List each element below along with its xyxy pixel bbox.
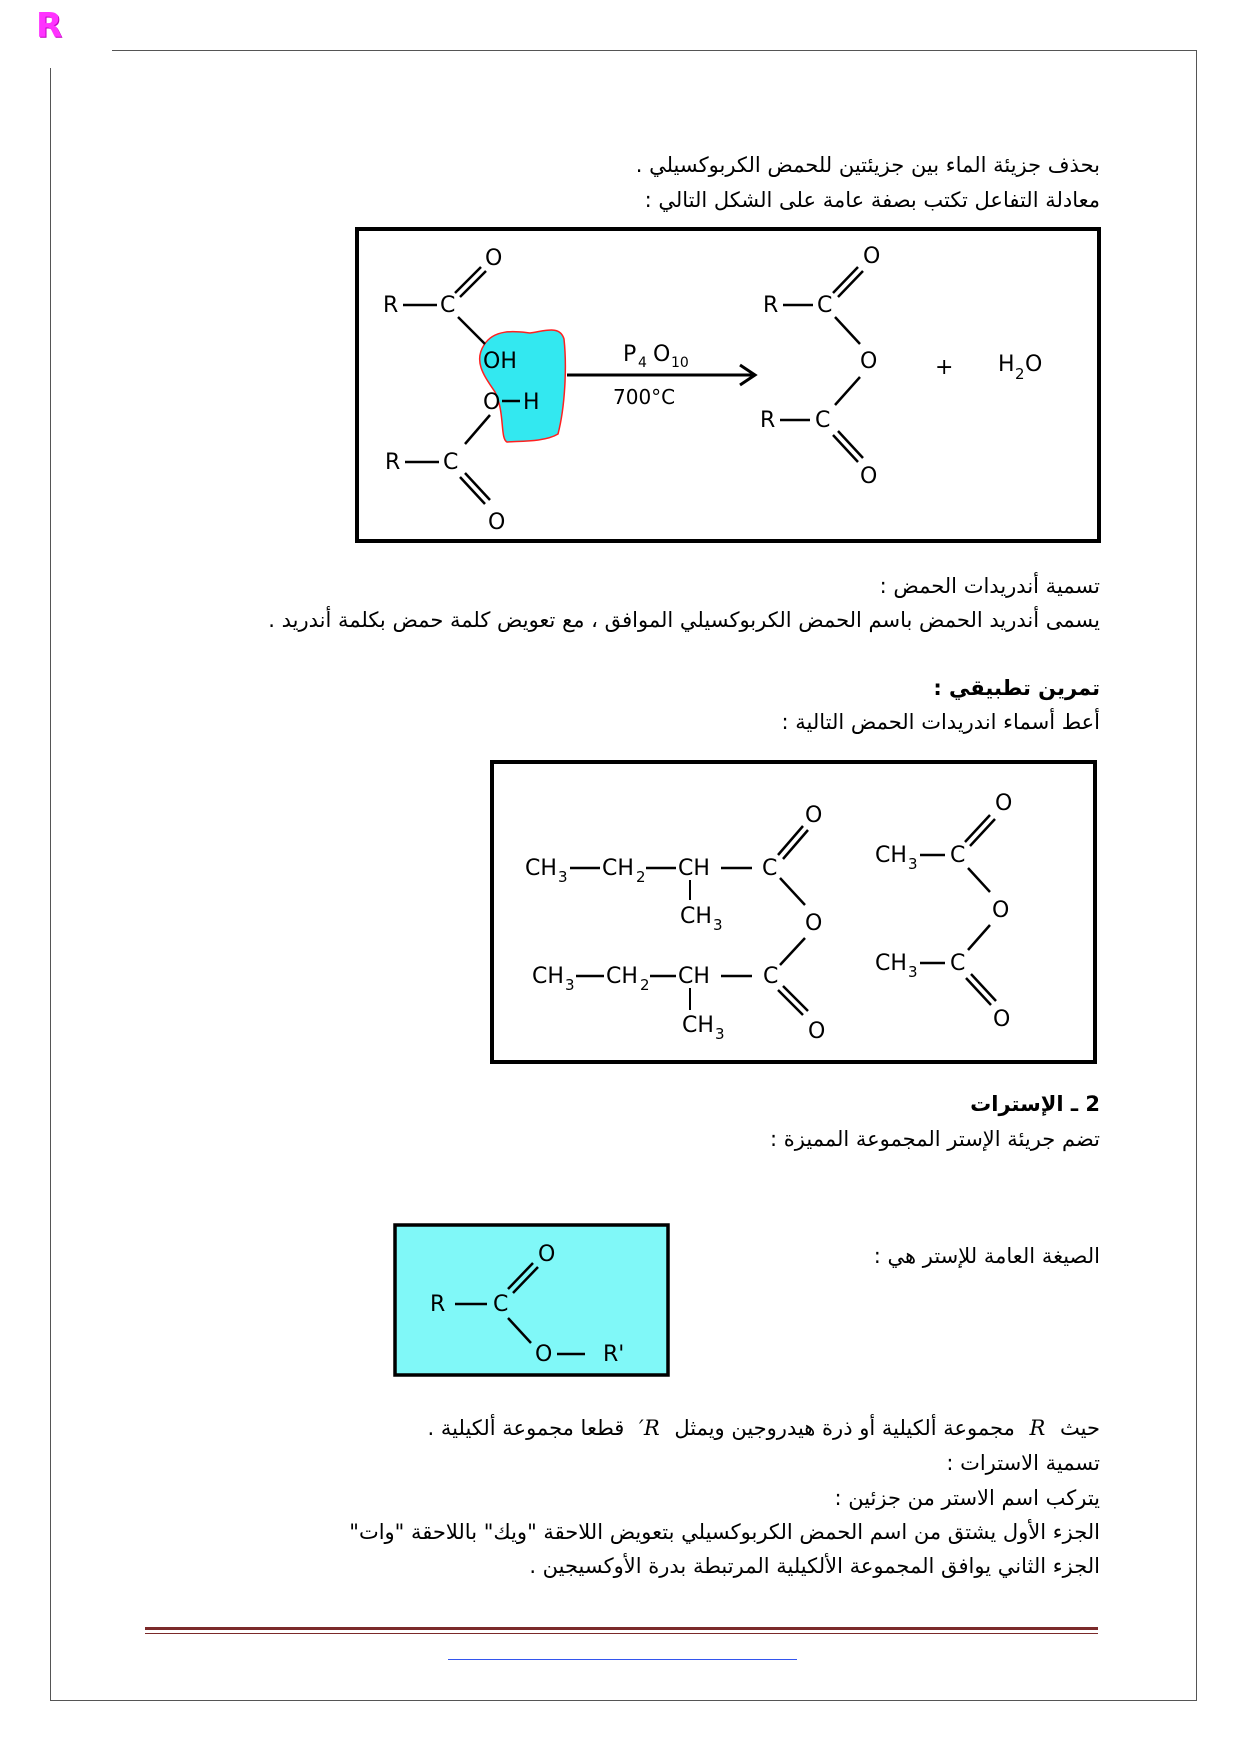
footer-link-underline[interactable] [448,1659,797,1660]
footer-rule [145,1627,1098,1630]
water-2: 2 [1015,365,1025,383]
ch3-d: CH [875,951,907,976]
page-border-left [50,68,51,1700]
c-d: C [950,951,966,976]
ch3-branch-a: CH [680,904,712,929]
esters-parts-text: يتركب اسم الاستر من جزئين : [834,1486,1100,1510]
o-a-top: O [805,803,823,828]
esters-group-text: تضم جريئة الإستر المجموعة المميزة : [770,1127,1100,1151]
plus-sign: + [935,355,954,380]
ch-b: CH [678,964,710,989]
r-prod-top: R [763,293,779,318]
page-border-right [1196,50,1197,1700]
o-bottom-link: O [483,390,501,415]
ch2-a: CH [602,856,634,881]
sub3-branch-b: 3 [715,1025,725,1043]
part-two-text: الجزء الثاني يوافق المجموعة الألكيلية المرتبطة بدرة الأوكسيجين . [529,1554,1100,1578]
anhydride-reaction-diagram [355,227,1105,547]
c-prod-top: C [817,293,833,318]
symbol-r: R [1029,1416,1046,1440]
page-border-top [112,50,1197,51]
c-a: C [762,856,778,881]
footer-rule-thin [145,1633,1098,1634]
ch3-branch-b: CH [682,1013,714,1038]
sub3-branch-a: 3 [713,916,723,934]
esters-naming-title: تسمية الاسترات : [946,1451,1100,1475]
c-b: C [763,964,779,989]
ch3-b: CH [532,964,564,989]
reagent-o: O [653,342,671,367]
naming-body: يسمى أندريد الحمض باسم الحمض الكربوكسيلي الموافق ، مع تعويض كلمة حمض بكلمة أندريد . [268,608,1100,632]
exercise-body: أعط أسماء اندريدات الحمض التالية : [781,710,1100,734]
ch3-c: CH [875,843,907,868]
symbol-r-prime: R′ [639,1416,660,1440]
h-label: H [523,390,540,415]
ester-r: R [430,1292,446,1317]
sub2-a: 2 [636,868,646,886]
intro-line-2: معادلة التفاعل تكتب بصفة عامة على الشكل التالي : [644,188,1100,212]
part-one-text: الجزء الأول يشتق من اسم الحمض الكربوكسيلي بتعويض اللاحقة "ويك" باللاحقة "وات" [349,1520,1100,1544]
sub3-a: 3 [558,868,568,886]
water-o: O [1025,352,1043,377]
exercise-structures-diagram [490,760,1100,1065]
logo: R [36,6,63,46]
naming-title: تسمية أندريدات الحمض : [879,574,1100,598]
definition-line: حيث R مجموعة ألكيلية أو ذرة هيدروجين ويمثل R′ قطعا مجموعة ألكيلية . [427,1416,1100,1440]
o-bottom: O [488,510,506,535]
water-h: H [998,352,1015,377]
o-c-bridge: O [992,898,1010,923]
o-top: O [485,246,503,271]
ch3-a: CH [525,856,557,881]
page-border-bottom [50,1700,1197,1701]
reagent-p: P [623,342,637,367]
o-prod-bridge: O [860,349,878,374]
esters-formula-text: الصيغة العامة للإستر هي : [873,1244,1100,1268]
r-bottom: R [385,450,401,475]
o-d-bottom: O [993,1007,1011,1032]
ch-a: CH [678,856,710,881]
sub3-c: 3 [908,855,918,873]
c-prod-bottom: C [815,408,831,433]
ch2-b: CH [606,964,638,989]
r-top: R [383,293,399,318]
esters-title: 2 ـ الإسترات [970,1092,1100,1116]
o-c-top: O [995,791,1013,816]
o-prod-bottom: O [860,464,878,489]
sub2-b: 2 [640,976,650,994]
ester-o-top: O [538,1242,556,1267]
reagent-10: 10 [671,355,689,371]
ester-r-prime: R' [603,1342,625,1367]
temperature: 700°C [613,385,676,409]
c-top: C [440,293,456,318]
exercise-title: تمرين تطبيقي : [933,676,1100,700]
reagent-4: 4 [638,355,647,371]
intro-line-1: بحذف جزيئة الماء بين جزيئتين للحمض الكربوكسيلي . [635,153,1100,177]
sub3-b: 3 [565,976,575,994]
ester-c: C [493,1292,509,1317]
o-b-bottom: O [808,1019,826,1044]
c-c: C [950,843,966,868]
c-bottom: C [443,450,459,475]
o-a-bridge: O [805,911,823,936]
o-prod-top: O [863,244,881,269]
oh-label: OH [483,349,517,374]
r-prod-bottom: R [760,408,776,433]
sub3-d: 3 [908,963,918,981]
ester-o-link: O [535,1342,553,1367]
ester-general-formula [393,1223,673,1383]
